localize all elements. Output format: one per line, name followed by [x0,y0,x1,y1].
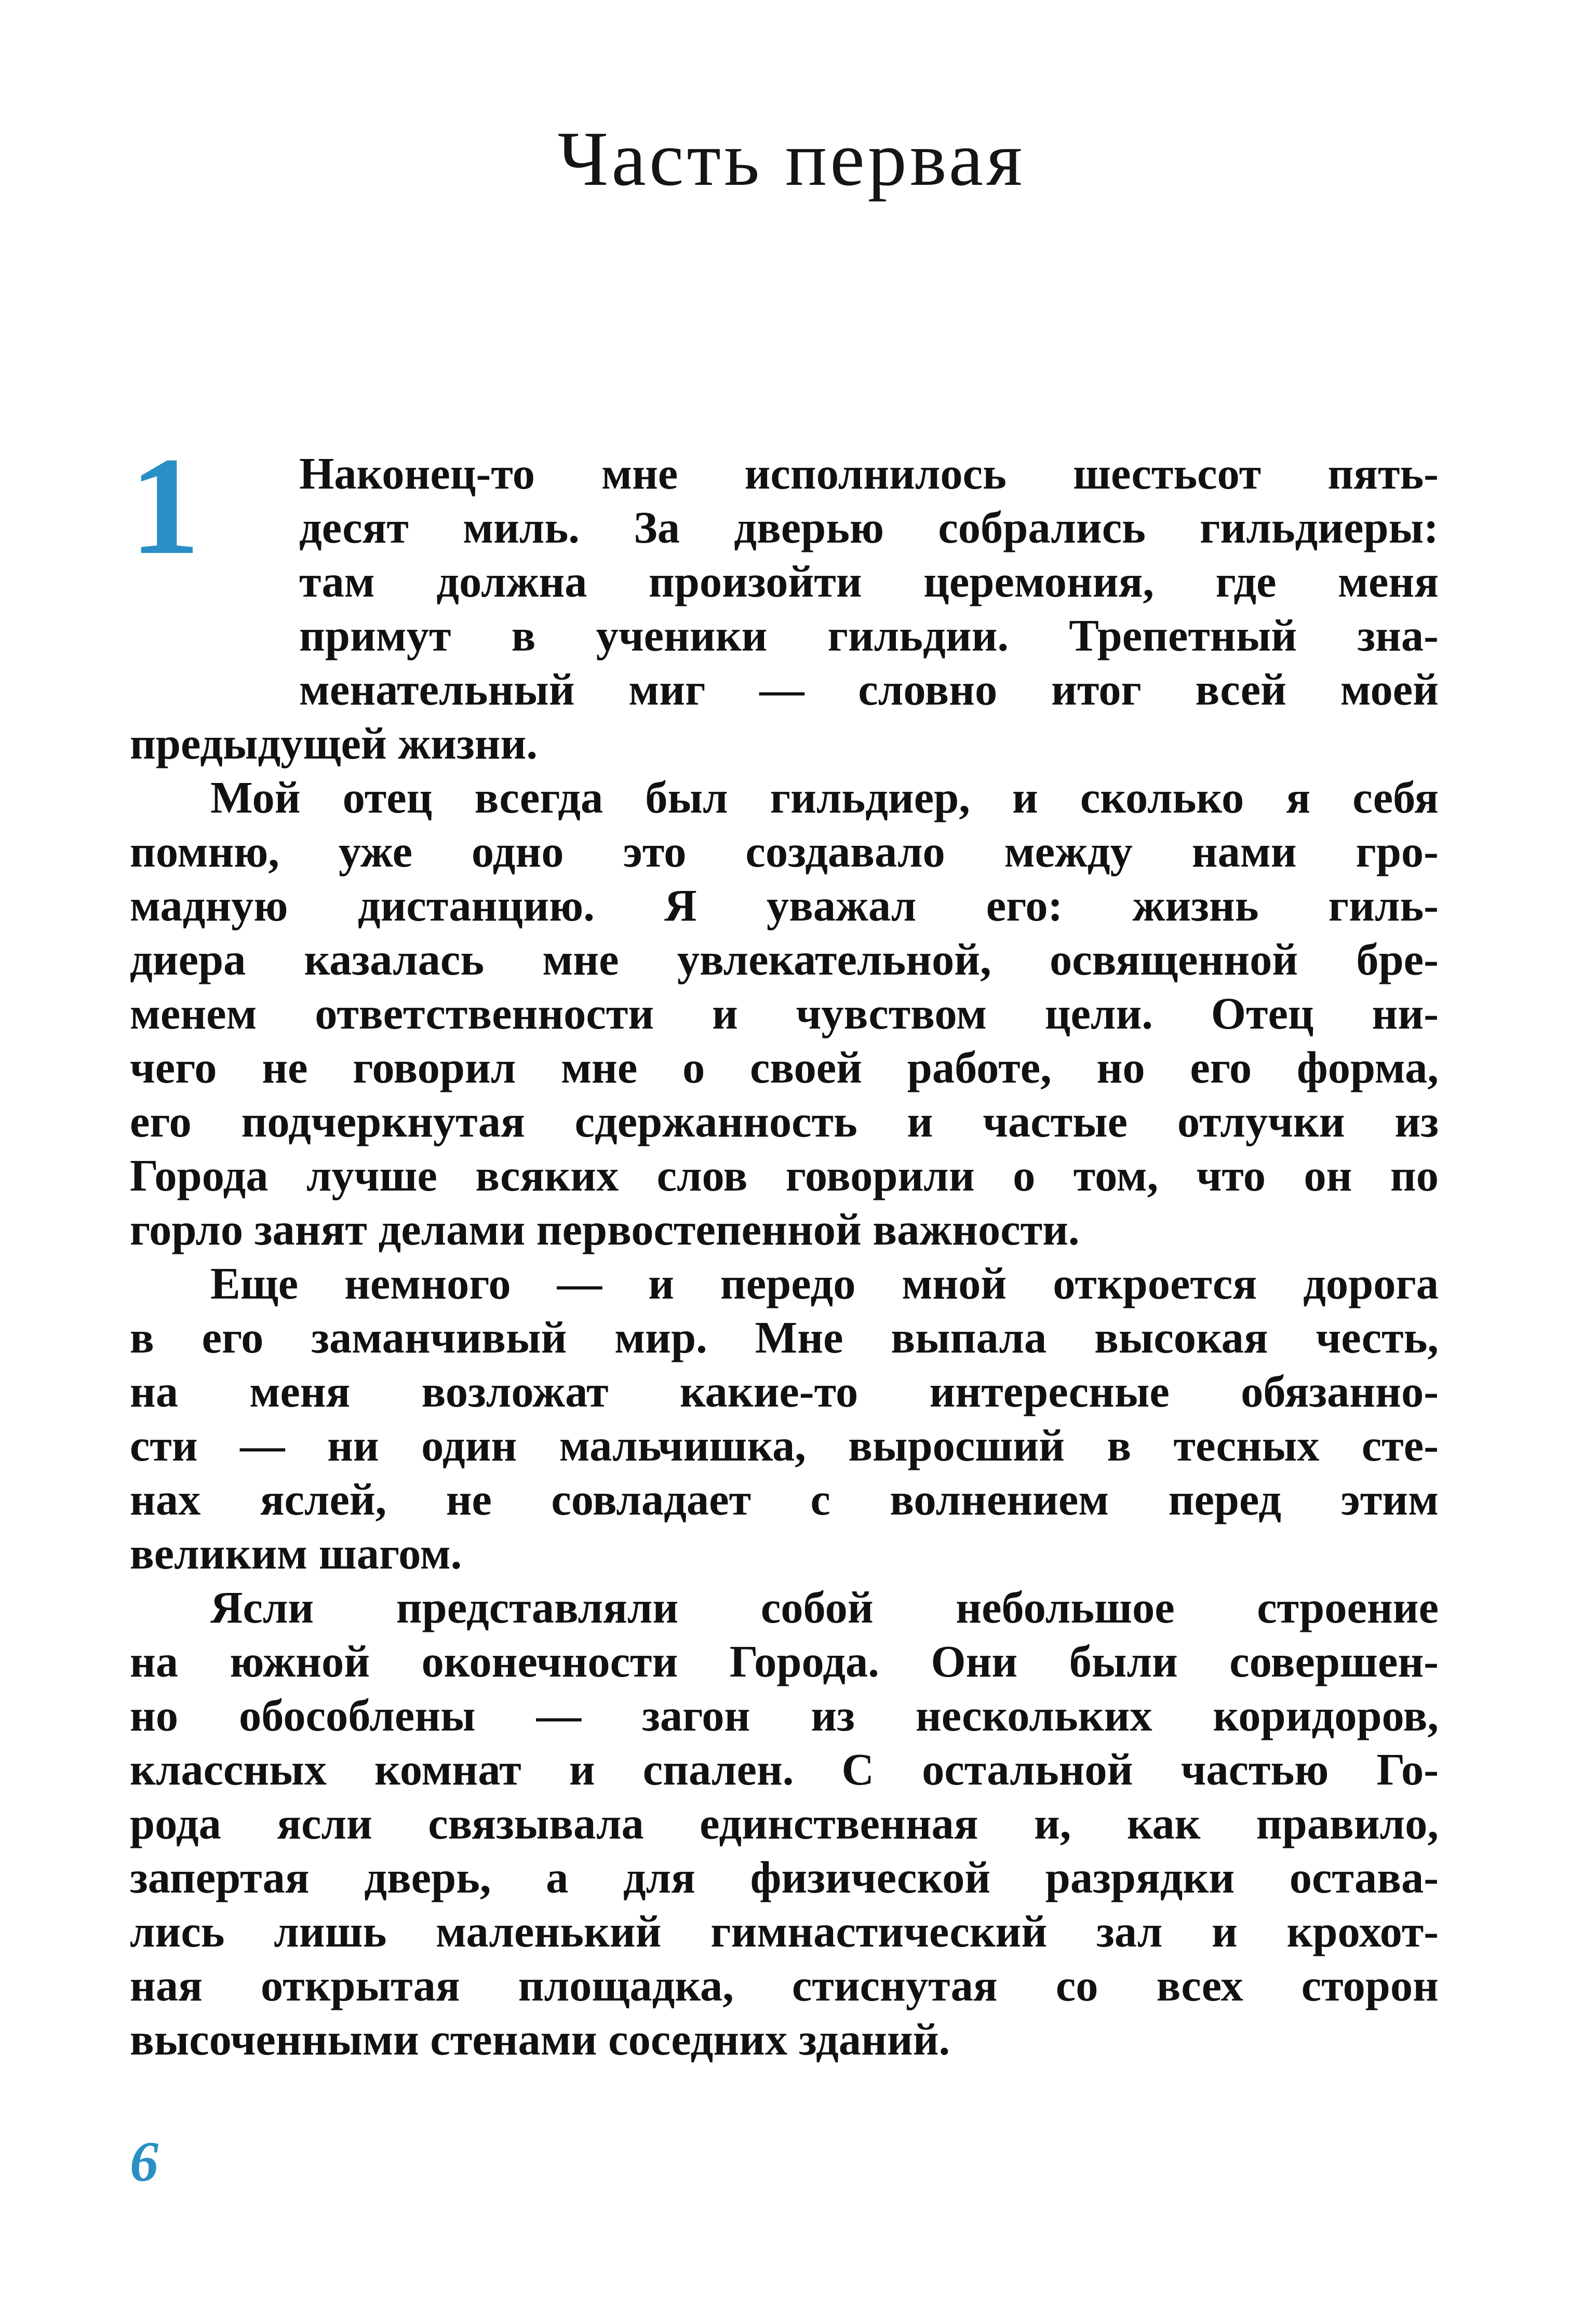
text-line: рода ясли связывала единственная и, как правило, [130,1799,1439,1848]
text-line: менем ответственности и чувством цели. Отец ни- [130,989,1439,1038]
text-line: его подчеркнутая сдержанность и частые отлучки из [130,1097,1439,1146]
chapter-number: 1 [130,428,200,584]
text-line: примут в ученики гильдии. Трепетный зна- [299,611,1439,660]
text-line: Наконец-то мне исполнилось шестьсот пять- [299,449,1439,498]
text-line: ная открытая площадка, стиснутая со всех сторон [130,1961,1439,2010]
text-line: помню, уже одно это создавало между нами гро- [130,827,1439,876]
text-line: Мой отец всегда был гильдиер, и сколько я себя [210,773,1439,822]
text-line: мадную дистанцию. Я уважал его: жизнь гиль- [130,881,1439,930]
text-line: сти — ни один мальчишка, выросший в тесных сте- [130,1421,1439,1470]
text-line: там должна произойти церемония, где меня [299,557,1439,606]
text-line: нах яслей, не совладает с волнением перед этим [130,1475,1439,1524]
text-line: классных комнат и спален. С остальной частью Го- [130,1745,1439,1794]
text-line: чего не говорил мне о своей работе, но его форма, [130,1043,1439,1092]
text-line: предыдущей жизни. [130,719,538,768]
text-line: на южной оконечности Города. Они были совершен- [130,1637,1439,1686]
text-line: Города лучше всяких слов говорили о том, что он по [130,1151,1439,1200]
text-line: запертая дверь, а для физической разрядки остава- [130,1853,1439,1902]
text-line: но обособлены — загон из нескольких коридоров, [130,1691,1439,1740]
text-line: Ясли представляли собой небольшое строение [210,1583,1439,1632]
text-line: десят миль. За дверью собрались гильдиеры: [299,503,1439,552]
text-line: лись лишь маленький гимнастический зал и крохот- [130,1907,1439,1956]
text-line: в его заманчивый мир. Мне выпала высокая честь, [130,1313,1439,1362]
text-line: высоченными стенами соседних зданий. [130,2015,950,2064]
text-line: диера казалась мне увлекательной, освященной бре- [130,935,1439,984]
body-text [130,447,1439,2066]
page-title: Часть первая [557,116,1026,202]
text-line: горло занят делами первостепенной важности. [130,1205,1080,1254]
text-line: на меня возложат какие-то интересные обязанно- [130,1367,1439,1416]
text-line: Еще немного — и передо мной откроется дорога [210,1259,1439,1308]
page-number: 6 [130,2130,158,2193]
text-line: великим шагом. [130,1529,462,1578]
text-line: менательный миг — словно итог всей моей [299,665,1439,714]
